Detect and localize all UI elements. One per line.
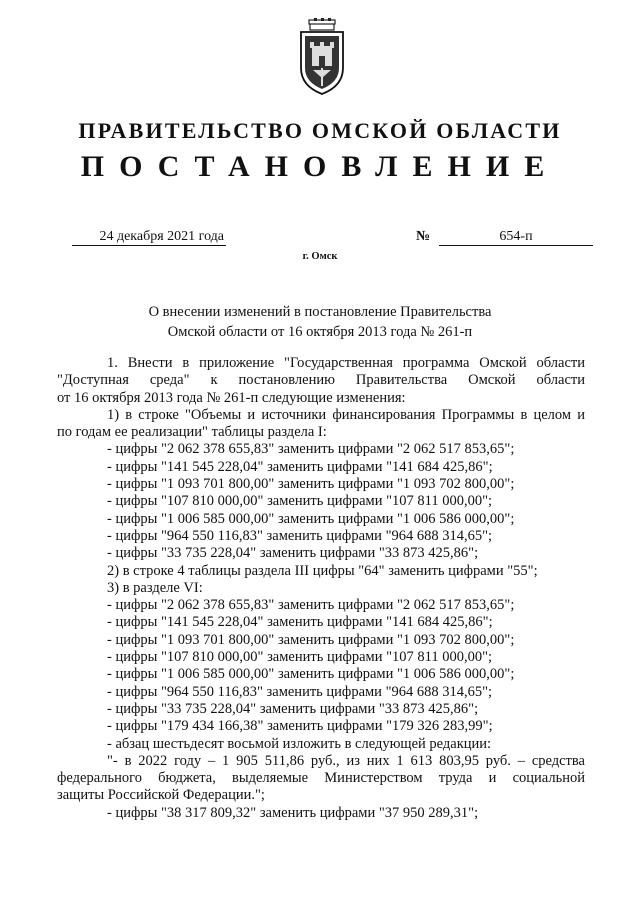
list-item: - цифры "1 006 585 000,00" заменить цифрами "1 006 586 000,00"; [107, 666, 515, 683]
body-line: 2) в строке 4 таблицы раздела III цифры "64" заменить цифрами "55"; [107, 562, 538, 579]
body-line: 1) в строке "Объемы и источники финансирования Программы в целом и [107, 406, 585, 423]
list-item: - абзац шестьдесят восьмой изложить в следующей редакции: [107, 735, 492, 752]
list-item: - цифры "107 810 000,00" заменить цифрами "107 811 000,00"; [107, 649, 493, 666]
list-item: - цифры "33 735 228,04" заменить цифрами "33 873 425,86"; [107, 700, 479, 717]
body-line: "Доступная среда" к постановлению Правительства Омской области [57, 372, 585, 389]
government-title: ПРАВИТЕЛЬСТВО ОМСКОЙ ОБЛАСТИ [78, 118, 562, 143]
subject-line: Омской области от 16 октября 2013 года № 261-п [167, 324, 473, 340]
omsk-coat-of-arms-emblem [295, 18, 349, 96]
subject-line: О внесении изменений в постановление Правительства [148, 304, 492, 320]
list-item: - цифры "179 434 166,38" заменить цифрами "179 326 283,99"; [107, 718, 493, 735]
list-item: - цифры "1 006 585 000,00" заменить цифрами "1 006 586 000,00"; [107, 510, 515, 527]
list-item: - цифры "33 735 228,04" заменить цифрами "33 873 425,86"; [107, 545, 479, 562]
body-line: 3) в разделе VI: [107, 579, 203, 596]
list-item: - цифры "964 550 116,83" заменить цифрами "964 688 314,65"; [107, 527, 493, 544]
city-name: г. Омск [302, 251, 338, 262]
decree-body [57, 355, 585, 822]
list-item: - цифры "1 093 701 800,00" заменить цифрами "1 093 702 800,00"; [107, 631, 515, 648]
decree-subject [120, 302, 520, 342]
list-item: - цифры "38 317 809,32" заменить цифрами "37 950 289,31"; [107, 804, 479, 821]
list-item: - цифры "107 810 000,00" заменить цифрами "107 811 000,00"; [107, 493, 493, 510]
list-item: - цифры "141 545 228,04" заменить цифрами "141 684 425,86"; [107, 614, 493, 631]
quoted-line: защиты Российской Федерации."; [57, 787, 265, 804]
list-item: - цифры "2 062 378 655,83" заменить цифрами "2 062 517 853,65"; [107, 441, 515, 458]
body-line: по годам ее реализации" таблицы раздела I: [57, 424, 327, 441]
quoted-line: "- в 2022 году – 1 905 511,86 руб., из них 1 613 803,95 руб. – средства [107, 752, 585, 769]
decree-number: 654-п [439, 229, 593, 246]
number-sign: № [416, 229, 431, 244]
body-line: 1. Внести в приложение "Государственная программа Омской области [107, 355, 585, 371]
quoted-line: федерального бюджета, выделяемые Министерством труда и социальной [57, 770, 585, 787]
list-item: - цифры "964 550 116,83" заменить цифрами "964 688 314,65"; [107, 683, 493, 700]
decree-date: 24 декабря 2021 года [72, 229, 226, 246]
list-item: - цифры "1 093 701 800,00" заменить цифрами "1 093 702 800,00"; [107, 476, 515, 493]
document-type-title: ПОСТАНОВЛЕНИЕ [80, 150, 560, 183]
list-item: - цифры "2 062 378 655,83" заменить цифрами "2 062 517 853,65"; [107, 597, 515, 614]
body-line: от 16 октября 2013 года № 261-п следующие изменения: [57, 389, 406, 406]
list-item: - цифры "141 545 228,04" заменить цифрами "141 684 425,86"; [107, 458, 493, 475]
